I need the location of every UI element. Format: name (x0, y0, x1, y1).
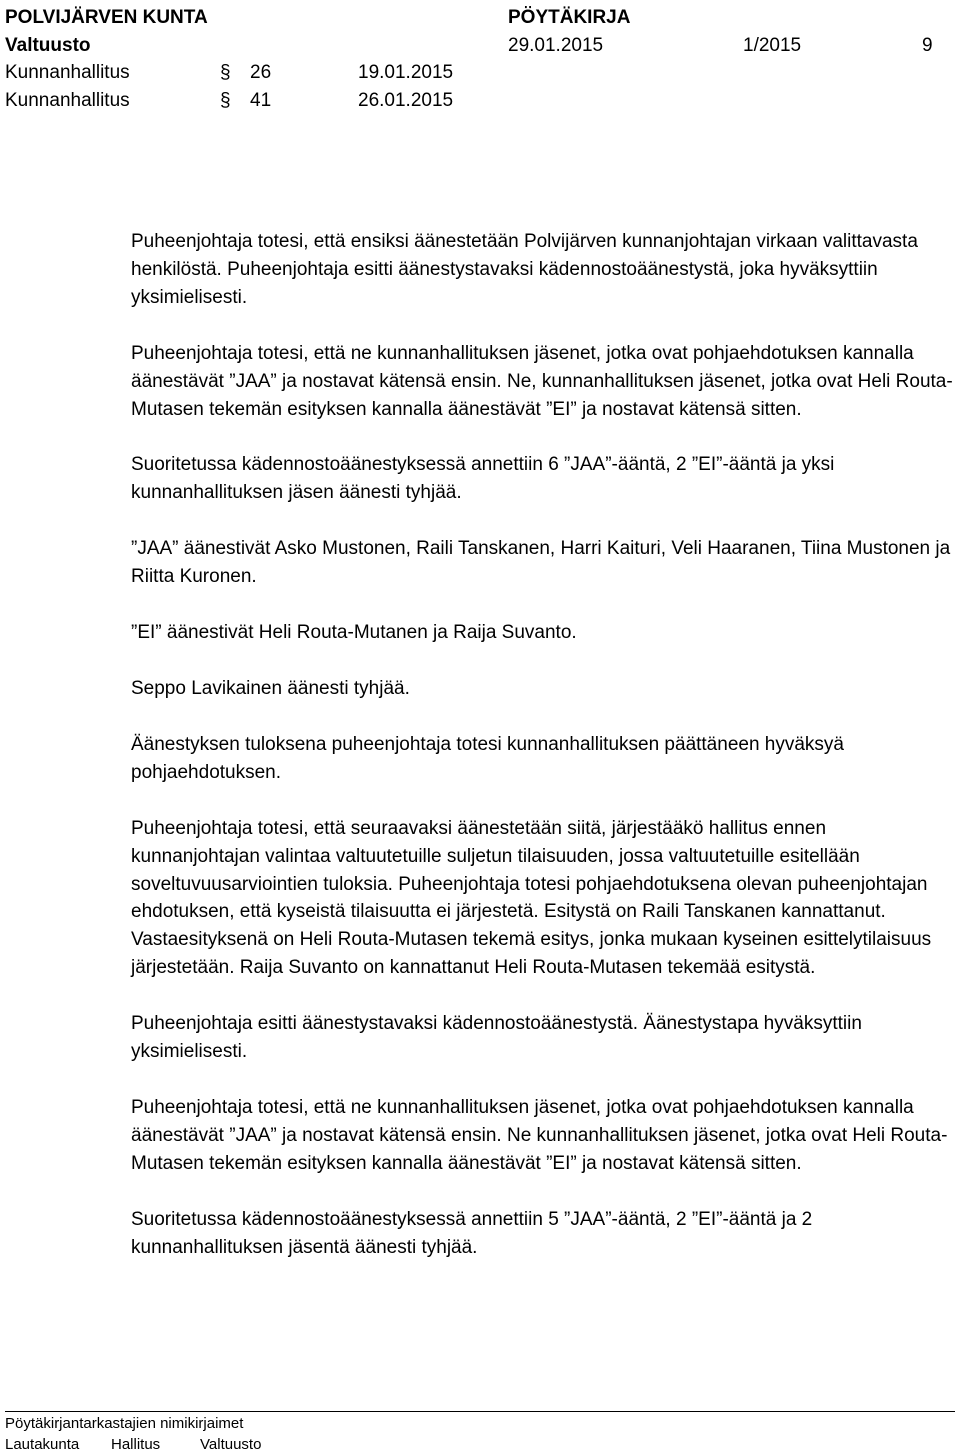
paragraph: Puheenjohtaja esitti äänestystavaksi kädennostoäänestystä. Äänestystapa hyväksyttiin yksimielisesti. (131, 1013, 862, 1063)
paragraph: Puheenjohtaja totesi, että seuraavaksi äänestetään siitä, järjestääkö hallitus ennen kunnanjohtajan valintaa valtuutetuille suljetun tilaisuuden, jossa valtuutetuille esitellään soveltuvuusarviointien tuloksia. Puheenjohtaja totesi pohjaehdotuksena olevan puheenjohtajan ehdotuksen, että kyseistä tilaisuutta ei järjestetä. Esitystä on Raili Tanskanen kannattanut. Vastaesityksenä on Heli Routa-Mutasen tekemä esitys, jonka mukaan kyseinen esittelytilaisuus järjestetään. Raija Suvanto on kannattanut Heli Routa-Mutasen tekemää esitystä. (131, 817, 932, 979)
page-number: 9 (922, 34, 933, 56)
paragraph: Seppo Lavikainen äänesti tyhjää. (131, 677, 410, 699)
footer-title: Pöytäkirjantarkastajien nimikirjaimet (5, 1415, 244, 1432)
footer-columns (5, 1434, 955, 1455)
minutes-body (131, 228, 956, 1289)
header-row-1 (5, 4, 955, 32)
section-sign: § (220, 89, 231, 111)
footer-col-hallitus: Hallitus (111, 1436, 161, 1453)
paragraph: ”JAA” äänestivät Asko Mustonen, Raili Tanskanen, Harri Kaituri, Veli Haaranen, Tiina Mustonen ja Riitta Kuronen. (131, 538, 951, 588)
meeting-date: 29.01.2015 (508, 34, 604, 56)
ref-name: Kunnanhallitus (5, 62, 130, 83)
paragraph: Suoritetussa kädennostoäänestyksessä annettiin 6 ”JAA”-ääntä, 2 ”EI”-ääntä ja yksi kunnanhallituksen jäsen äänesti tyhjää. (131, 454, 835, 504)
ref-name: Kunnanhallitus (5, 89, 130, 111)
paragraph: ”EI” äänestivät Heli Routa-Mutanen ja Raija Suvanto. (131, 622, 577, 644)
ref-date: 26.01.2015 (358, 89, 454, 111)
paragraph: Äänestyksen tuloksena puheenjohtaja totesi kunnanhallituksen päättäneen hyväksyä pohjaehdotuksen. (131, 733, 845, 783)
paragraph: Suoritetussa kädennostoäänestyksessä annettiin 5 ”JAA”-ääntä, 2 ”EI”-ääntä ja 2 kunnanhallituksen jäsentä äänesti tyhjää. (131, 1208, 813, 1258)
footer-col-valtuusto: Valtuusto (200, 1436, 262, 1453)
document-footer (5, 1413, 955, 1455)
ref-section: 41 (250, 89, 272, 111)
paragraph: Puheenjohtaja totesi, että ne kunnanhallituksen jäsenet, jotka ovat pohjaehdotuksen kannalla äänestävät ”JAA” ja nostavat kätensä ensin. Ne, kunnanhallituksen jäsenet, jotka ovat Heli Routa-Mutasen tekemän esityksen kannalla äänestävät ”EI” ja nostavat kätensä sitten. (131, 342, 953, 420)
paragraph: Puheenjohtaja totesi, että ensiksi äänestetään Polvijärven kunnanjohtajan virkaan valittavasta henkilöstä. Puheenjohtaja esitti äänestystavaksi kädennostoäänestystä, joka hyväksyttiin yksimielisesti. (131, 231, 918, 308)
section-sign: § (220, 62, 231, 83)
body-name: Valtuusto (5, 34, 91, 56)
header-ref-row (5, 59, 955, 87)
paragraph: Puheenjohtaja totesi, että ne kunnanhallituksen jäsenet, jotka ovat pohjaehdotuksen kannalla äänestävät ”JAA” ja nostavat kätensä ensin. Ne kunnanhallituksen jäsenet, jotka ovat Heli Routa-Mutasen tekemän esityksen kannalla äänestävät ”EI” ja nostavat kätensä sitten. (131, 1096, 948, 1174)
org-name: POLVIJÄRVEN KUNTA (5, 7, 208, 28)
document-header (5, 4, 955, 114)
ref-date: 19.01.2015 (358, 62, 454, 83)
meeting-number: 1/2015 (743, 34, 802, 56)
footer-divider (5, 1411, 955, 1412)
doc-type: PÖYTÄKIRJA (508, 7, 631, 28)
header-row-2 (5, 32, 955, 60)
footer-col-lautakunta: Lautakunta (5, 1436, 80, 1453)
header-ref-row (5, 87, 955, 115)
ref-section: 26 (250, 62, 272, 83)
